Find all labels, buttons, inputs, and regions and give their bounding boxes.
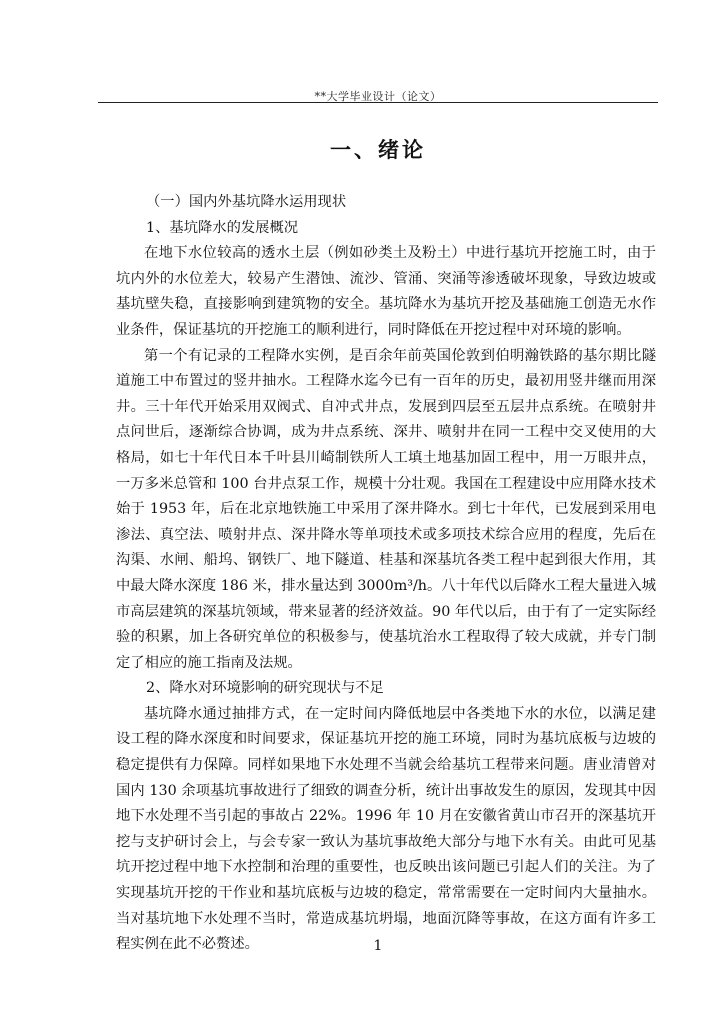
paragraph: 在地下水位较高的透水土层（例如砂类土及粉土）中进行基坑开挖施工时，由于坑内外的水位差大，较易产生潜蚀、流沙、管涌、突涌等渗透破坏现象，导致边坡或基坑壁失稳，直接影响到建筑物的安全。基坑降水为基坑开挖及基础施工创造无水作业条件，保证基坑的开挖施工的顺利进行，同时降低在开挖过程中对环境的影响。 xyxy=(116,245,656,338)
running-header: **大学毕业设计（论文） xyxy=(314,90,442,103)
subsection-heading: 2、降水对环境影响的研究现状与不足 xyxy=(146,680,384,697)
section-heading: （一）国内外基坑降水运用现状 xyxy=(146,194,347,210)
subsection-heading: 1、基坑降水的发展概况 xyxy=(146,219,299,236)
paragraph: 基坑降水通过抽排方式，在一定时间内降低地层中各类地下水的水位，以满足建设工程的降水深度和时间要求，保证基坑开挖的施工环境，同时为基坑底板与边坡的稳定提供有力保障。同样如果地下水处理不当就会给基坑工程带来问题。唐业清曾对国内 130 余项基坑事故进行了细致的调查分析，统计出事故发生的原因，发现其中因地下水处理不当引起的事故占 22%。1996 年 10 月在安徽省黄山市召开的深基坑开挖与支护研讨会上，与会专家一致认为基坑事故绝大部分与地下水有关。由此可见基坑开挖过程中地下水控制和治理的重要性，也反映出该问题已引起人们的关注。为了实现基坑开挖的干作业和基坑底板与边坡的稳定，常常需要在一定时间内大量抽水。当对基坑地下水处理不当时，常造成基坑坍塌，地面沉降等事故，在这方面有许多工程实例在此不必赘述。 xyxy=(116,705,656,953)
header-divider xyxy=(98,102,658,103)
chapter-title: 一、绪论 xyxy=(330,137,426,162)
page-number: 1 xyxy=(373,938,383,954)
paragraph: 第一个有记录的工程降水实例，是百余年前英国伦敦到伯明瀚铁路的基尔期比隧道施工中布置过的竖井抽水。工程降水迄今已有一百年的历史，最初用竖井继而用深井。三十年代开始采用双阀式、自冲式井点，发展到四层至五层井点系统。在喷射井点问世后，逐渐综合协调，成为井点系统、深井、喷射井在同一工程中交叉使用的大格局，如七十年代日本千叶县川崎制铁所人工填土地基加固工程中，用一万眼井点，一万多米总管和 100 台井点泵工作，规模十分壮观。我国在工程建设中应用降水技术始于 1953 年，后在北京地铁施工中采用了深井降水。到七十年代，已发展到采用电渗法、真空法、喷射井点、深井降水等单项技术或多项技术综合应用的程度，先后在沟渠、水闸、船坞、钢铁厂、地下隧道、桂基和深基坑各类工程中起到很大作用，其中最大降水深度 186 米，排水量达到 3000m³/h。八十年代以后降水工程大量进入城市高层建筑的深基坑领域，带来显著的经济效益。90 年代以后，由于有了一定实际经验的积累，加上各研究单位的积极参与，使基坑治水工程取得了较大成就，并专门制定了相应的施工指南及法规。 xyxy=(116,347,656,671)
document-body xyxy=(116,190,656,958)
